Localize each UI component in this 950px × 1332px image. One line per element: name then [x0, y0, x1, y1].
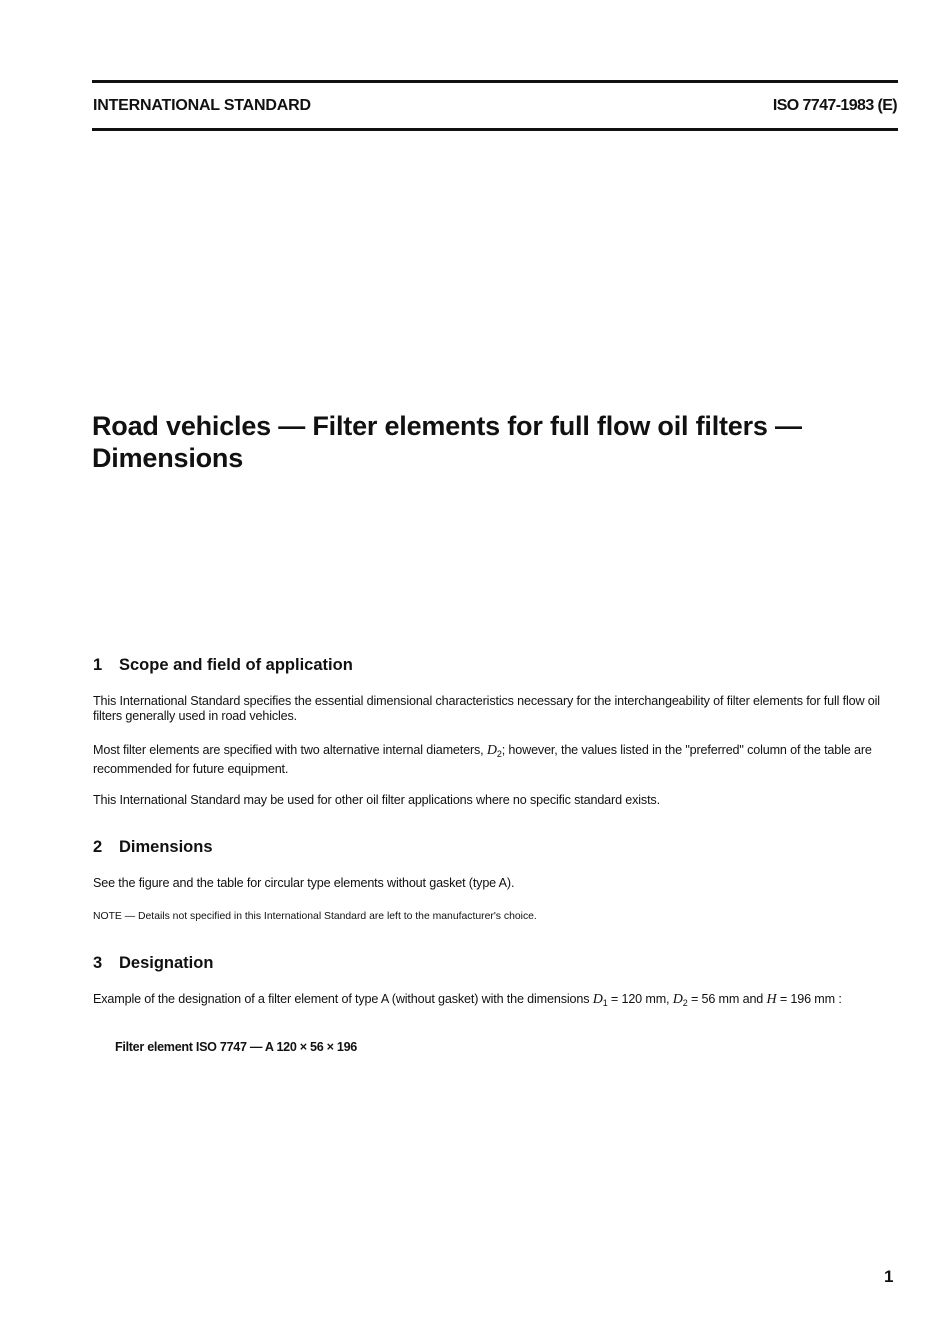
- title-line-2: Dimensions: [92, 443, 244, 473]
- header-rule-bottom: [92, 128, 898, 131]
- document-title: [92, 410, 892, 474]
- section-title: Designation: [119, 954, 214, 972]
- section-1-paragraph-3: This International Standard may be used for other oil filter applications where no specific standard exists.: [93, 793, 660, 807]
- section-title: Dimensions: [119, 838, 213, 856]
- title-line-1: Road vehicles — Filter elements for full flow oil filters —: [92, 411, 802, 441]
- d1-symbol: D: [592, 992, 603, 1007]
- header-standard-number: ISO 7747-1983 (E): [772, 97, 897, 114]
- section-number: 2: [93, 838, 103, 856]
- section-3-heading: [93, 954, 213, 973]
- section-number: 1: [93, 656, 103, 674]
- section-2-paragraph-1: See the figure and the table for circular type elements without gasket (type A).: [93, 876, 515, 890]
- section-1-paragraph-2: Most filter elements are specified with two alternative internal diameters, $D_2$; however, the values listed in the "preferred" column of the table are recommended for future equipment.: [93, 743, 872, 776]
- designation-example: Filter element ISO 7747 — A 120 × 56 × 196: [115, 1040, 357, 1054]
- page-number: 1: [884, 1267, 894, 1286]
- section-2-heading: [93, 838, 213, 857]
- section-1-paragraph-1: This International Standard specifies the essential dimensional characteristics necessary for the interchangeability of filter elements for full flow oil filters generally used in road vehicles.: [93, 694, 880, 723]
- header-document-type: INTERNATIONAL STANDARD: [93, 97, 311, 114]
- section-3-example-paragraph: Example of the designation of a filter element of type A (without gasket) with the dimensions $D_1 = 120$ mm, $D_2 = 56$ mm and H = 196 mm :: [93, 992, 842, 1008]
- d2-symbol: D: [486, 743, 497, 758]
- section-1-heading: [93, 656, 353, 675]
- header-rule-top: [92, 80, 898, 83]
- section-2-note: NOTE — Details not specified in this International Standard are left to the manufacturer's choice.: [93, 911, 537, 922]
- section-number: 3: [93, 954, 103, 972]
- d2-symbol: D: [672, 992, 683, 1007]
- section-title: Scope and field of application: [119, 656, 353, 674]
- h-symbol: H: [766, 992, 777, 1007]
